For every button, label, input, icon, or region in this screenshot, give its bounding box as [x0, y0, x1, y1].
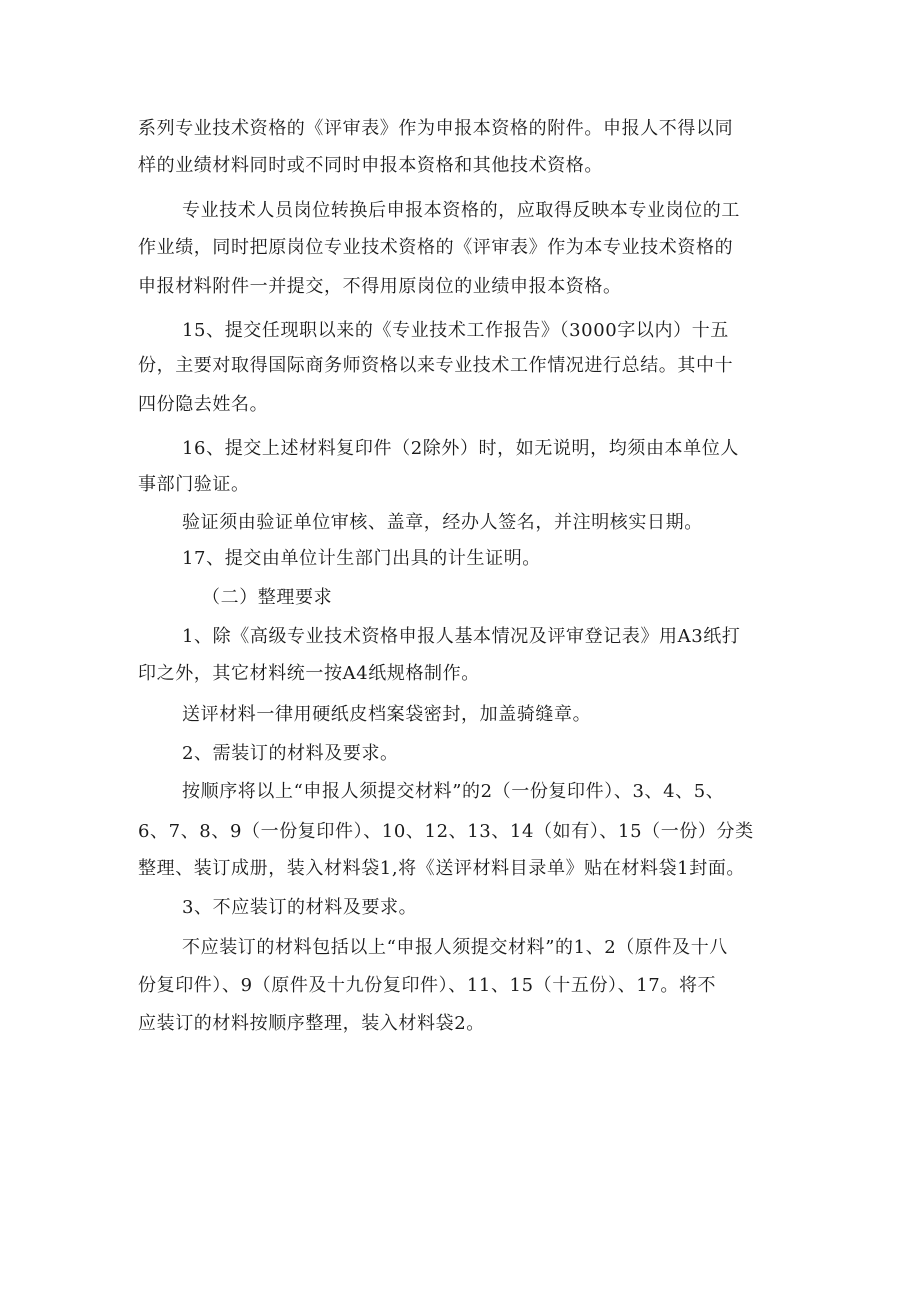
text-line-22: 不应装订的材料包括以上“申报人须提交材料”的1、2（原件及十八	[182, 937, 728, 958]
text-line-24: 应装订的材料按顺序整理，装入材料袋2。	[138, 1013, 485, 1034]
text-line-8: 四份隐去姓名。	[138, 394, 269, 415]
text-line-20: 整理、装订成册，装入材料袋1,将《送评材料目录单》贴在材料袋1封面。	[138, 858, 746, 879]
text-line-10: 事部门验证。	[138, 474, 250, 495]
text-line-6: 15、提交任现职以来的《专业技术工作报告》（3000字以内）十五	[182, 320, 729, 341]
text-line-15: 印之外，其它材料统一按A4纸规格制作。	[138, 663, 480, 684]
text-line-16: 送评材料一律用硬纸皮档案袋密封，加盖骑缝章。	[182, 704, 592, 725]
text-line-17: 2、需装订的材料及要求。	[182, 743, 399, 764]
text-line-23: 份复印件）、9（原件及十九份复印件）、11、15（十五份）、17。将不	[138, 975, 717, 996]
text-line-18: 按顺序将以上“申报人须提交材料”的2（一份复印件）、3、4、5、	[182, 781, 725, 802]
text-line-11: 验证须由验证单位审核、盖章，经办人签名，并注明核实日期。	[182, 512, 703, 533]
text-line-7: 份，主要对取得国际商务师资格以来专业技术工作情况进行总结。其中十	[138, 355, 734, 376]
text-line-12: 17、提交由单位计生部门出具的计生证明。	[182, 548, 541, 569]
text-line-2: 样的业绩材料同时或不同时申报本资格和其他技术资格。	[138, 155, 603, 176]
text-line-21: 3、不应装订的材料及要求。	[182, 897, 418, 918]
text-line-1: 系列专业技术资格的《评审表》作为申报本资格的附件。申报人不得以同	[138, 118, 734, 139]
text-line-14: 1、除《高级专业技术资格申报人基本情况及评审登记表》用A3纸打	[182, 626, 741, 647]
text-line-4: 作业绩，同时把原岗位专业技术资格的《评审表》作为本专业技术资格的	[138, 237, 734, 258]
text-line-19: 6、7、8、9（一份复印件）、10、12、13、14（如有）、15（一份）分类	[138, 821, 754, 842]
section-heading: （二）整理要求	[202, 587, 333, 608]
text-line-5: 申报材料附件一并提交，不得用原岗位的业绩申报本资格。	[138, 276, 622, 297]
text-line-3: 专业技术人员岗位转换后申报本资格的，应取得反映本专业岗位的工	[182, 200, 740, 221]
text-line-9: 16、提交上述材料复印件（2除外）时，如无说明，均须由本单位人	[182, 438, 739, 459]
